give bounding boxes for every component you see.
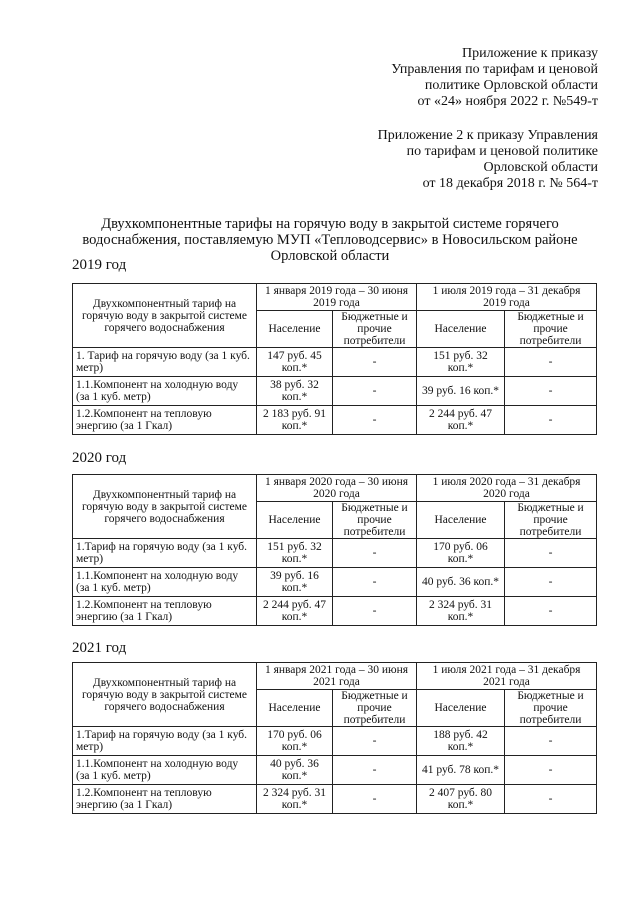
table-row xyxy=(73,756,597,785)
cell-value: 147 руб. 45 коп.* xyxy=(257,348,333,377)
table-row xyxy=(73,727,597,756)
cell-value: 2 244 руб. 47 коп.* xyxy=(257,597,333,626)
cell-value: - xyxy=(505,539,597,568)
row-label: 1.2.Компонент на тепловую энергию (за 1 Гкал) xyxy=(73,406,257,435)
header-line: Управления по тарифам и ценовой xyxy=(391,62,598,77)
column-header-population: Население xyxy=(257,311,333,348)
table-row xyxy=(73,406,597,435)
table-corner-header: Двухкомпонентный тариф на горячую воду в закрытой системе горячего водоснабжения xyxy=(73,663,257,727)
cell-value: - xyxy=(505,785,597,814)
cell-value: - xyxy=(505,348,597,377)
tariff-table-2021 xyxy=(72,662,597,814)
cell-value: - xyxy=(333,348,417,377)
table-corner-header: Двухкомпонентный тариф на горячую воду в закрытой системе горячего водоснабжения xyxy=(73,475,257,539)
cell-value: - xyxy=(505,756,597,785)
period-header: 1 июля 2019 года – 31 декабря 2019 года xyxy=(417,284,597,311)
cell-value: 170 руб. 06 коп.* xyxy=(417,539,505,568)
document-header xyxy=(268,46,598,192)
column-header-other: Бюджетные и прочие потребители xyxy=(333,502,417,539)
column-header-other: Бюджетные и прочие потребители xyxy=(333,311,417,348)
table-row xyxy=(73,785,597,814)
cell-value: - xyxy=(333,568,417,597)
cell-value: - xyxy=(505,568,597,597)
title-line: Двухкомпонентные тарифы на горячую воду в закрытой системе горячего xyxy=(101,216,559,232)
cell-value: - xyxy=(333,785,417,814)
cell-value: 40 руб. 36 коп.* xyxy=(257,756,333,785)
cell-value: 2 324 руб. 31 коп.* xyxy=(257,785,333,814)
document-title xyxy=(60,216,600,264)
column-header-other: Бюджетные и прочие потребители xyxy=(505,690,597,727)
cell-value: 151 руб. 32 коп.* xyxy=(417,348,505,377)
cell-value: - xyxy=(505,406,597,435)
year-heading-2020: 2020 год xyxy=(72,450,127,466)
cell-value: 2 407 руб. 80 коп.* xyxy=(417,785,505,814)
cell-value: 151 руб. 32 коп.* xyxy=(257,539,333,568)
period-header: 1 июля 2021 года – 31 декабря 2021 года xyxy=(417,663,597,690)
column-header-population: Население xyxy=(417,311,505,348)
header-line: Приложение 2 к приказу Управления xyxy=(377,128,598,143)
table-row xyxy=(73,568,597,597)
column-header-other: Бюджетные и прочие потребители xyxy=(505,502,597,539)
year-heading-2021: 2021 год xyxy=(72,640,127,656)
cell-value: 188 руб. 42 коп.* xyxy=(417,727,505,756)
cell-value: - xyxy=(505,377,597,406)
row-label: 1. Тариф на горячую воду (за 1 куб. метр) xyxy=(73,348,257,377)
period-header: 1 января 2021 года – 30 июня 2021 года xyxy=(257,663,417,690)
cell-value: 2 183 руб. 91 коп.* xyxy=(257,406,333,435)
column-header-population: Население xyxy=(417,502,505,539)
cell-value: 40 руб. 36 коп.* xyxy=(417,568,505,597)
cell-value: - xyxy=(333,597,417,626)
column-header-population: Население xyxy=(257,502,333,539)
cell-value: 38 руб. 32 коп.* xyxy=(257,377,333,406)
row-label: 1.Тариф на горячую воду (за 1 куб. метр) xyxy=(73,539,257,568)
cell-value: 39 руб. 16 коп.* xyxy=(257,568,333,597)
title-line: водоснабжения, поставляемую МУП «Тепловодсервис» в Новосильском районе xyxy=(82,232,578,248)
table-row xyxy=(73,348,597,377)
period-header: 1 января 2019 года – 30 июня 2019 года xyxy=(257,284,417,311)
cell-value: 170 руб. 06 коп.* xyxy=(257,727,333,756)
tariff-table-2019 xyxy=(72,283,597,435)
header-line: политике Орловской области xyxy=(424,78,598,93)
row-label: 1.1.Компонент на холодную воду (за 1 куб. метр) xyxy=(73,377,257,406)
cell-value: 2 244 руб. 47 коп.* xyxy=(417,406,505,435)
cell-value: 39 руб. 16 коп.* xyxy=(417,377,505,406)
tariff-table-2020 xyxy=(72,474,597,626)
column-header-other: Бюджетные и прочие потребители xyxy=(333,690,417,727)
cell-value: - xyxy=(505,727,597,756)
row-label: 1.1.Компонент на холодную воду (за 1 куб. метр) xyxy=(73,756,257,785)
year-heading-2019: 2019 год xyxy=(72,257,127,273)
table-row xyxy=(73,377,597,406)
header-line: Орловской области xyxy=(483,160,598,175)
column-header-other: Бюджетные и прочие потребители xyxy=(505,311,597,348)
row-label: 1.1.Компонент на холодную воду (за 1 куб. метр) xyxy=(73,568,257,597)
row-label: 1.2.Компонент на тепловую энергию (за 1 Гкал) xyxy=(73,785,257,814)
table-corner-header: Двухкомпонентный тариф на горячую воду в закрытой системе горячего водоснабжения xyxy=(73,284,257,348)
table-row xyxy=(73,597,597,626)
row-label: 1.Тариф на горячую воду (за 1 куб. метр) xyxy=(73,727,257,756)
row-label: 1.2.Компонент на тепловую энергию (за 1 Гкал) xyxy=(73,597,257,626)
cell-value: - xyxy=(333,406,417,435)
header-line: от «24» ноября 2022 г. №549-т xyxy=(417,94,598,109)
period-header: 1 июля 2020 года – 31 декабря 2020 года xyxy=(417,475,597,502)
header-line: Приложение к приказу xyxy=(462,46,598,61)
cell-value: - xyxy=(333,539,417,568)
column-header-population: Население xyxy=(257,690,333,727)
cell-value: 41 руб. 78 коп.* xyxy=(417,756,505,785)
cell-value: - xyxy=(333,377,417,406)
cell-value: 2 324 руб. 31 коп.* xyxy=(417,597,505,626)
column-header-population: Население xyxy=(417,690,505,727)
cell-value: - xyxy=(505,597,597,626)
table-row xyxy=(73,539,597,568)
title-line: Орловской области xyxy=(270,248,390,264)
cell-value: - xyxy=(333,756,417,785)
period-header: 1 января 2020 года – 30 июня 2020 года xyxy=(257,475,417,502)
cell-value: - xyxy=(333,727,417,756)
header-line: по тарифам и ценовой политике xyxy=(406,144,598,159)
header-line: от 18 декабря 2018 г. № 564-т xyxy=(422,176,598,191)
